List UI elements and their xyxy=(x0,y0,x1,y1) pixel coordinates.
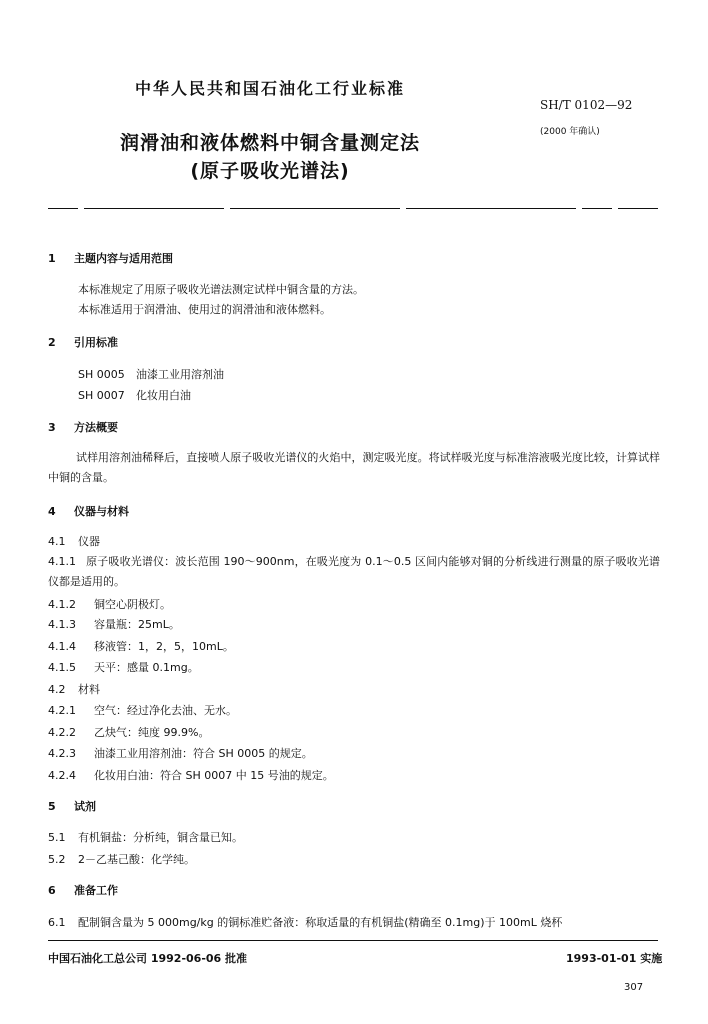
reference-code: SH 0005 xyxy=(78,368,125,381)
section-title: 仪器与材料 xyxy=(74,505,129,518)
section-number: 2 xyxy=(48,336,56,349)
clause-text: 移液管：1，2，5，10mL。 xyxy=(94,640,234,653)
section-4-heading xyxy=(48,503,129,519)
clause-number: 4.1.1 xyxy=(48,555,76,568)
clause-4-1-3 xyxy=(48,616,180,632)
section-5-heading xyxy=(48,798,96,814)
clause-number: 4.1.3 xyxy=(48,618,76,631)
clause-4-1-5 xyxy=(48,659,199,675)
approval-note: 中国石油化工总公司 1992-06-06 批准 xyxy=(48,952,248,965)
section-2-heading xyxy=(48,334,118,350)
clause-text: 油漆工业用溶剂油：符合 SH 0005 的规定。 xyxy=(94,747,313,760)
clause-number: 4.1.5 xyxy=(48,661,76,674)
standard-code: SH/T 0102—92 xyxy=(540,98,633,112)
section-1-paragraph-1: 本标准规定了用原子吸收光谱法测定试样中铜含量的方法。 xyxy=(78,283,364,296)
clause-text: 2－乙基己酸：化学纯。 xyxy=(78,853,195,866)
clause-number: 4.1.4 xyxy=(48,640,76,653)
section-1-heading xyxy=(48,250,173,266)
clause-title: 仪器 xyxy=(78,535,100,548)
subsection-4-2-heading xyxy=(48,681,100,697)
clause-text: 天平：感量 0.1mg。 xyxy=(94,661,199,674)
effective-date: 1993-01-01 实施 xyxy=(566,952,663,965)
section-title: 引用标准 xyxy=(74,336,118,349)
footer-divider xyxy=(48,940,658,941)
clause-5-2 xyxy=(48,851,195,867)
clause-text: 容量瓶：25mL。 xyxy=(94,618,180,631)
clause-number: 4.1.2 xyxy=(48,598,76,611)
reference-code: SH 0007 xyxy=(78,389,125,402)
section-title: 试剂 xyxy=(74,800,96,813)
section-number: 4 xyxy=(48,505,56,518)
reference-name: 化妆用白油 xyxy=(136,389,191,402)
section-3-paragraph: 试样用溶剂油稀释后，直接喷人原子吸收光谱仪的火焰中，测定吸光度。将试样吸光度与标准溶液吸光度比较，计算试样中铜的含量。 xyxy=(48,451,660,484)
reference-item xyxy=(78,387,191,403)
section-1-paragraph-2: 本标准适用于润滑油、使用过的润滑油和液体燃料。 xyxy=(78,303,331,316)
section-3-heading xyxy=(48,419,118,435)
reference-name: 油漆工业用溶剂油 xyxy=(136,368,224,381)
clause-number: 4.2.3 xyxy=(48,747,76,760)
issuing-organization: 中华人民共和国石油化工行业标准 xyxy=(134,79,405,98)
page-number: 307 xyxy=(624,982,644,993)
clause-4-2-1 xyxy=(48,702,237,718)
clause-number: 4.2.2 xyxy=(48,726,76,739)
clause-number: 4.1 xyxy=(48,535,66,548)
clause-text: 化妆用白油：符合 SH 0007 中 15 号油的规定。 xyxy=(94,769,334,782)
section-title: 主题内容与适用范围 xyxy=(74,252,173,265)
document-subtitle: (原子吸收光谱法) xyxy=(190,160,350,182)
clause-6-1 xyxy=(48,914,660,930)
section-6-heading xyxy=(48,882,118,898)
clause-4-1-1 xyxy=(48,552,660,592)
clause-number: 6.1 xyxy=(48,916,66,929)
clause-4-1-4 xyxy=(48,638,234,654)
section-title: 准备工作 xyxy=(74,884,118,897)
clause-text: 乙炔气：纯度 99.9%。 xyxy=(94,726,210,739)
clause-number: 5.2 xyxy=(48,853,66,866)
clause-number: 4.2.4 xyxy=(48,769,76,782)
clause-text: 配制铜含量为 5 000mg/kg 的铜标准贮备液：称取适量的有机铜盐(精确至 0.1mg)于 100mL 烧杯 xyxy=(78,916,563,929)
reference-item xyxy=(78,366,224,382)
clause-text: 有机铜盐：分析纯，铜含量已知。 xyxy=(78,831,243,844)
section-number: 5 xyxy=(48,800,56,813)
reconfirmation-note: (2000 年确认) xyxy=(540,127,600,137)
clause-text: 原子吸收光谱仪：波长范围 190～900nm，在吸光度为 0.1～0.5 区间内能够对铜的分析线进行测量的原子吸收光谱仪都是适用的。 xyxy=(48,555,660,588)
section-number: 1 xyxy=(48,252,56,265)
clause-title: 材料 xyxy=(78,683,100,696)
section-number: 6 xyxy=(48,884,56,897)
clause-number: 4.2 xyxy=(48,683,66,696)
clause-text: 空气：经过净化去油、无水。 xyxy=(94,704,237,717)
subsection-4-1-heading xyxy=(48,533,100,549)
document-title: 润滑油和液体燃料中铜含量测定法 xyxy=(119,132,420,154)
clause-5-1 xyxy=(48,829,243,845)
clause-4-2-4 xyxy=(48,767,334,783)
clause-4-2-2 xyxy=(48,724,209,740)
clause-number: 4.2.1 xyxy=(48,704,76,717)
clause-text: 铜空心阴极灯。 xyxy=(94,598,171,611)
section-number: 3 xyxy=(48,421,56,434)
clause-4-2-3 xyxy=(48,745,313,761)
section-title: 方法概要 xyxy=(74,421,118,434)
clause-number: 5.1 xyxy=(48,831,66,844)
clause-4-1-2 xyxy=(48,596,171,612)
